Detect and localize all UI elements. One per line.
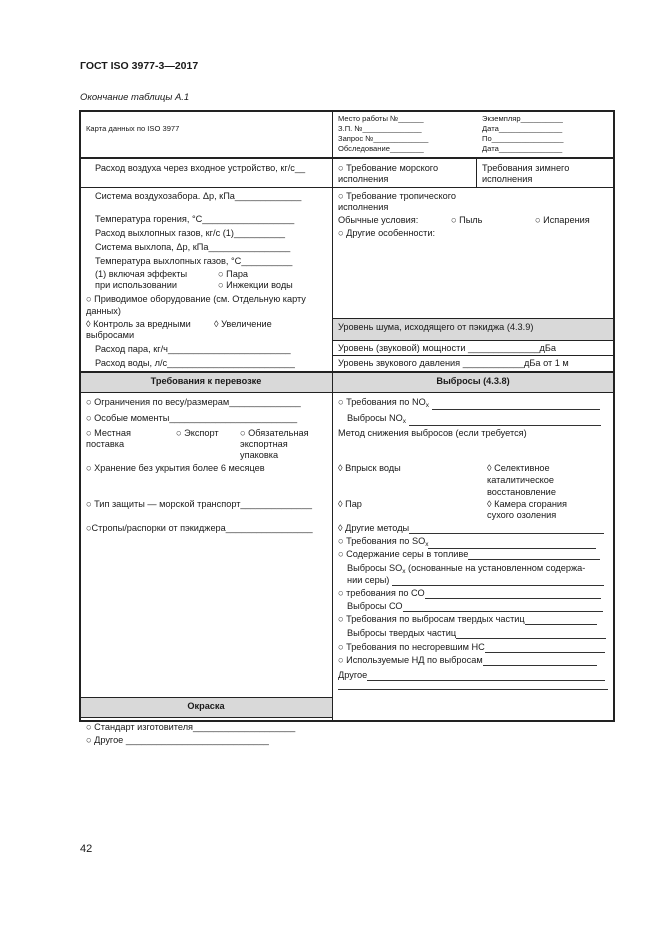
emissions-title: Выбросы (4.3.8) (436, 376, 510, 386)
effects-line-2: при использовании (95, 280, 177, 290)
sox-requirements[interactable]: ○ Требования по $SO_x$ (338, 536, 596, 549)
scr-3: восстановление (487, 487, 556, 497)
evaporation-option[interactable]: ○ Испарения (535, 215, 590, 225)
combustion-temp: Температура горения, °С__________________ (95, 214, 295, 224)
survey: Обследование________ (338, 144, 424, 153)
local-delivery-2: поставка (86, 439, 125, 449)
sound-power: Уровень (звуковой) мощности ______________дБа (338, 343, 557, 353)
mandatory-3: упаковка (240, 450, 279, 460)
export-option[interactable]: ○ Экспорт (176, 428, 219, 438)
local-delivery-1[interactable]: ○ Местная (86, 428, 131, 438)
request-number: Запрос №_____________ (338, 134, 429, 143)
emissions-other[interactable]: Другое (338, 670, 605, 681)
normal-conditions: Обычные условия: (338, 215, 419, 225)
copy-field: Экземпляр__________ (482, 114, 563, 123)
open-storage[interactable]: ○ Хранение без укрытия более 6 месяцев (86, 463, 265, 473)
paint-title: Окраска (187, 701, 225, 711)
intake-system: Система воздухозабора. Δp, кПа_____________ (95, 191, 302, 201)
emission-standards[interactable]: ○ Используемые НД по выбросам (338, 655, 597, 666)
mandatory-1[interactable]: ○ Обязательная (240, 428, 309, 438)
steam-option[interactable]: ○ Пара (218, 269, 249, 279)
other-features[interactable]: ○ Другие особенности: (338, 228, 435, 238)
sulfur-content[interactable]: ○ Содержание серы в топливе (338, 549, 600, 560)
special-points[interactable]: ○ Особые моменты_________________________ (86, 413, 298, 423)
reduction-method: Метод снижения выбросов (если требуется) (338, 428, 527, 438)
protection-type[interactable]: ○ Тип защиты — морской транспорт______________ (86, 499, 312, 509)
water-flow: Расход воды, л/с_________________________ (95, 358, 295, 368)
exhaust-flow: Расход выхлопных газов, кг/с (1)__________ (95, 228, 286, 238)
co-requirements[interactable]: ○ требования по СО (338, 588, 601, 599)
noise-header: Уровень шума, исходящего от пэкиджа (4.3.9) (338, 322, 534, 332)
driven-equipment-1[interactable]: ○ Приводимое оборудование (см. Отдельную карту (86, 294, 306, 304)
slings[interactable]: ○Стропы/распорки от пэкиджера_________________ (86, 523, 313, 533)
pm-requirements[interactable]: ○ Требования по выбросам твердых частиц (338, 614, 597, 625)
scr-1[interactable]: ◊ Селективное (487, 463, 550, 473)
uhc-requirements[interactable]: ○ Требования по несгоревшим НС (338, 642, 605, 653)
weight-limits[interactable]: ○ Ограничения по весу/размерам______________ (86, 397, 301, 407)
dry-combustor-1[interactable]: ◊ Камера сгорания (487, 499, 568, 509)
date-field-1: Дата_______________ (482, 124, 563, 133)
water-injection-option[interactable]: ○ Инжекции воды (218, 280, 293, 290)
marine-req-1[interactable]: ○ Требование морского (338, 163, 439, 173)
sound-pressure: Уровень звукового давления ____________дБа от 1 м (338, 358, 569, 368)
other-blank-line (338, 689, 608, 690)
driven-equipment-2: данных) (86, 306, 121, 316)
table-caption: Окончание таблицы А.1 (80, 92, 190, 103)
dust-option[interactable]: ○ Пыль (451, 215, 483, 225)
tropical-req-1[interactable]: ○ Требование тропического (338, 191, 456, 201)
sox-emissions-2: нии серы) (347, 575, 604, 586)
emission-control-1[interactable]: ◊ Контроль за вредными (86, 319, 191, 329)
effects-line-1: (1) включая эффекты (95, 269, 188, 279)
sox-emissions-1: Выбросы $SO_x$ (основанные на установленном содержа- (347, 563, 586, 575)
page-number: 42 (80, 843, 93, 855)
nox-emissions: Выбросы $NO_x$ (347, 413, 601, 426)
exhaust-system: Система выхлопа, Δp, кПа________________ (95, 242, 291, 252)
winter-req-1: Требования зимнего (482, 163, 570, 173)
other-methods[interactable]: ◊ Другие методы (338, 523, 604, 534)
marine-req-2: исполнения (338, 174, 389, 184)
zp-number: З.П. №______________ (338, 124, 422, 133)
pm-emissions: Выбросы твердых частиц (347, 628, 606, 639)
dry-combustor-2: сухого озоления (487, 510, 557, 520)
transport-title: Требования к перевозке (150, 376, 262, 386)
co-emissions: Выбросы СО (347, 601, 603, 612)
tropical-req-2: исполнения (338, 202, 389, 212)
mandatory-2: экспортная (240, 439, 288, 449)
manufacturer-standard[interactable]: ○ Стандарт изготовителя____________________ (86, 722, 296, 732)
data-card-label: Карта данных по ISO 3977 (86, 124, 180, 133)
doc-id: ГОСТ ISO 3977-3—2017 (80, 60, 199, 72)
air-flow: Расход воздуха через входное устройство, кг/с__ (95, 163, 306, 173)
steam-method[interactable]: ◊ Пар (338, 499, 362, 509)
scr-2: каталитическое (487, 475, 555, 485)
winter-req-2: исполнения (482, 174, 533, 184)
exhaust-temp: Температура выхлопных газов, °С__________ (95, 256, 293, 266)
emission-control-2: выбросами (86, 330, 135, 340)
date-field-2: Дата_______________ (482, 144, 563, 153)
increase-option[interactable]: ◊ Увеличение (214, 319, 272, 329)
paint-other[interactable]: ○ Другое ____________________________ (86, 735, 269, 745)
site-number: Место работы №______ (338, 114, 424, 123)
steam-flow: Расход пара, кг/ч________________________ (95, 344, 291, 354)
water-injection[interactable]: ◊ Впрыск воды (338, 463, 401, 473)
nox-requirements[interactable]: ○ Требования по $NO_x$ (338, 397, 600, 410)
by-field: По_________________ (482, 134, 564, 143)
